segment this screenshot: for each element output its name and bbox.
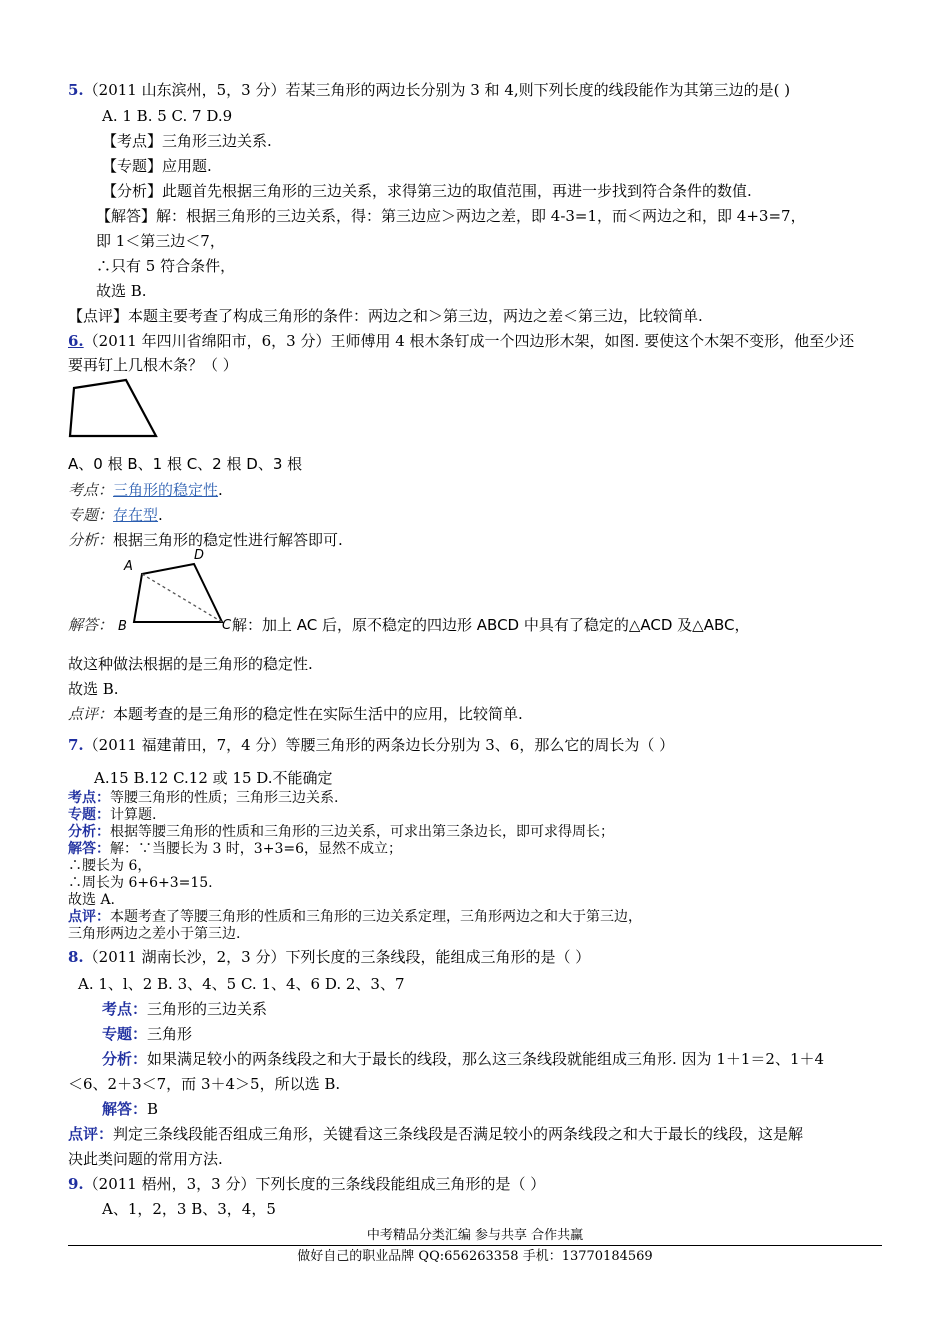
quadrilateral-frame-figure [68,378,160,440]
footer-line-1: 中考精品分类汇编 参与共享 合作共赢 [366,1228,584,1243]
question-5-jieda-1: 【解答】解：根据三角形的三边关系，得：第三边应＞两边之差，即 4-3=1，而＜两边之和，即 4+3=7， [96,207,806,225]
question-5-kaodian: 【考点】三角形三边关系. [102,132,272,150]
question-9-stem: 9.（2011 梧州，3，3 分）下列长度的三条线段能组成三角形的是（ ） [68,1175,546,1193]
question-7-options: A.15 B.12 C.12 或 15 D.不能确定 [94,769,333,787]
question-6-stem-line-2: 要再钉上几根木条？（ ） [68,356,238,374]
question-6-jieda-label: 解答： [68,616,114,634]
question-5-jieda-3: ∴只有 5 符合条件， [96,257,236,275]
vertex-label-c: C [222,618,232,633]
question-8-fenxi: 分析：如果满足较小的两条线段之和大于最长的线段，那么这三条线段就能组成三角形. 因为 1＋1＝2、1＋4 [102,1050,825,1068]
question-7-dianping-2: 三角形两边之差小于第三边. [68,926,241,942]
zhuanti-link-existence-type[interactable]: 存在型 [113,506,159,524]
question-5-stem [68,80,790,100]
question-6-zhuanti: 专题：存在型. [68,506,163,524]
question-5-number: 5. [68,81,84,99]
quadrilateral-outline [70,380,156,436]
question-6-number: 6. [68,332,84,350]
question-6-jieda-3: 故选 B. [68,680,119,698]
question-7-jieda-3: ∴周长为 6+6+3=15. [68,875,213,891]
question-5-zhuanti: 【专题】应用题. [102,157,212,175]
question-6-options: A、0 根 B、1 根 C、2 根 D、3 根 [68,455,303,473]
question-8-dianping-2: 决此类问题的常用方法. [68,1150,223,1168]
question-7-stem: 7.（2011 福建莆田，7，4 分）等腰三角形的两条边长分别为 3、6，那么它的周长为（ ） [68,736,675,754]
question-6-kaodian: 考点：三角形的稳定性. [68,481,223,499]
footer-divider [68,1245,882,1246]
quadrilateral-abcd-outline [134,564,222,622]
question-8-options: A. 1、l、2 B. 3、4、5 C. 1、4、6 D. 2、3、7 [78,975,405,993]
question-6-fenxi: 分析：根据三角形的稳定性进行解答即可. [68,531,343,549]
question-6-text: （2011 年四川省绵阳市，6，3 分）王师傅用 4 根木条钉成一个四边形木架，如图. 要使这个木架不变形，他至少还 [83,332,855,350]
question-5-jieda-4: 故选 B. [96,282,147,300]
vertex-label-b: B [118,619,127,634]
question-8-fenxi-2: ＜6、2＋3＜7，而 3＋4＞5，所以选 B. [68,1075,341,1093]
question-7-number: 7. [68,736,84,754]
question-7-dianping: 点评：本题考查了等腰三角形的性质和三角形的三边关系定理，三角形两边之和大于第三边， [68,909,642,925]
vertex-label-d: D [194,548,205,563]
question-6-jieda: 解：加上 AC 后，原不稳定的四边形 ABCD 中具有了稳定的△ACD 及△ABC， [232,616,750,634]
question-6-dianping: 点评：本题考查的是三角形的稳定性在实际生活中的应用，比较简单. [68,705,523,723]
question-7-kaodian: 考点：等腰三角形的性质；三角形三边关系. [68,790,339,806]
question-7-zhuanti: 专题：计算题. [68,807,157,823]
question-7-jieda: 解答：解：∵当腰长为 3 时，3+3=6，显然不成立； [68,841,402,857]
quadrilateral-abcd-figure [114,546,232,632]
question-9-options: A、1，2，3 B、3，4，5 [102,1200,276,1218]
question-7-jieda-2: ∴腰长为 6， [68,858,152,874]
question-8-zhuanti: 专题：三角形 [102,1025,193,1043]
question-6-jieda-2: 故这种做法根据的是三角形的稳定性. [68,655,313,673]
question-9-number: 9. [68,1175,84,1193]
question-7-jieda-4: 故选 A. [68,892,116,908]
question-8-jieda: 解答：B [102,1100,159,1118]
question-8-dianping: 点评：判定三条线段能否组成三角形，关键看这三条线段是否满足较小的两条线段之和大于最长的线段，这是解 [68,1125,804,1143]
question-5-jieda-2: 即 1＜第三边＜7， [96,232,225,250]
question-5-dianping: 【点评】本题主要考查了构成三角形的条件：两边之和＞第三边，两边之差＜第三边，比较简单. [68,307,703,325]
question-5-fenxi: 【分析】此题首先根据三角形的三边关系，求得第三边的取值范围，再进一步找到符合条件的数值. [102,182,752,200]
vertex-label-a: A [124,559,133,574]
question-7-fenxi: 分析：根据等腰三角形的性质和三角形的三边关系，可求出第三条边长，即可求得周长； [68,824,614,840]
question-8-stem: 8.（2011 湖南长沙，2，3 分）下列长度的三条线段，能组成三角形的是（ ） [68,948,591,966]
question-5-text: （2011 山东滨州，5，3 分）若某三角形的两边长分别为 3 和 4,则下列长度的线段能作为其第三边的是( ) [83,81,791,99]
question-8-kaodian: 考点：三角形的三边关系 [102,1000,268,1018]
question-6-stem-line-1 [68,331,854,351]
footer-line-2: 做好自己的职业品牌 QQ:656263358 手机：13770184569 [297,1249,653,1264]
question-5-options: A. 1 B. 5 C. 7 D.9 [102,107,233,125]
question-8-number: 8. [68,948,84,966]
kaodian-link-triangle-stability[interactable]: 三角形的稳定性 [113,481,219,499]
